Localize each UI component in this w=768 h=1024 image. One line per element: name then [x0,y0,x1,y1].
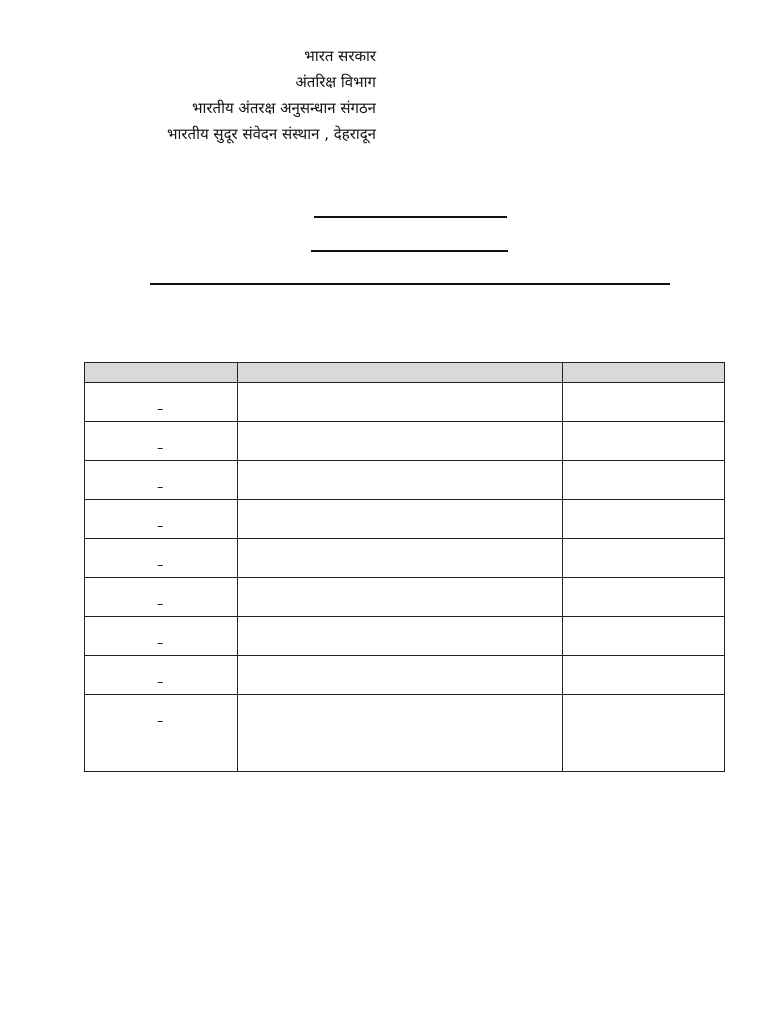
table-row [85,695,725,772]
dash-mark: – [157,519,164,534]
table-cell [563,461,725,500]
table-cell [85,383,238,422]
dash-mark: – [157,441,164,456]
table-row [85,578,725,617]
table-header-row [85,363,725,383]
blank-line-2 [311,250,508,252]
table-cell [238,383,563,422]
table-cell [85,578,238,617]
letterhead-line-government: भारत सरकार [304,47,376,65]
table-header-cell [85,363,238,383]
table-cell [563,383,725,422]
table-cell [238,539,563,578]
document-table [84,362,725,772]
table-row [85,617,725,656]
blank-line-3 [150,283,670,285]
table-cell [238,461,563,500]
table-header-cell [563,363,725,383]
table-cell [563,500,725,539]
table-row [85,383,725,422]
table-row [85,656,725,695]
table-cell [563,617,725,656]
table-cell [238,422,563,461]
table-cell [85,500,238,539]
dash-mark: – [157,558,164,573]
table-row [85,500,725,539]
table-cell [85,422,238,461]
table-cell [238,617,563,656]
table-cell [85,695,238,772]
letterhead-line-department: अंतरिक्ष विभाग [295,73,376,91]
table-cell [563,539,725,578]
table-cell [563,422,725,461]
table-cell [563,656,725,695]
table-cell [238,695,563,772]
dash-mark: – [157,675,164,690]
table-cell [85,539,238,578]
table-cell [238,578,563,617]
table-cell [238,500,563,539]
table-cell [85,656,238,695]
dash-mark: – [157,480,164,495]
dash-mark: – [157,636,164,651]
dash-mark: – [157,597,164,612]
table-cell [563,695,725,772]
table-row [85,461,725,500]
table-cell [85,617,238,656]
table-cell [563,578,725,617]
table-row [85,422,725,461]
blank-line-1 [314,216,507,218]
table-cell [85,461,238,500]
table-row [85,539,725,578]
letterhead-line-organisation: भारतीय अंतरक्ष अनुसन्धान संगठन [191,99,376,117]
letterhead-line-institute: भारतीय सुदूर संवेदन संस्थान , देहरादून [166,125,376,143]
letterhead [0,43,376,147]
dash-mark: – [157,714,164,729]
table-cell [238,656,563,695]
table-header-cell [238,363,563,383]
dash-mark: – [157,402,164,417]
